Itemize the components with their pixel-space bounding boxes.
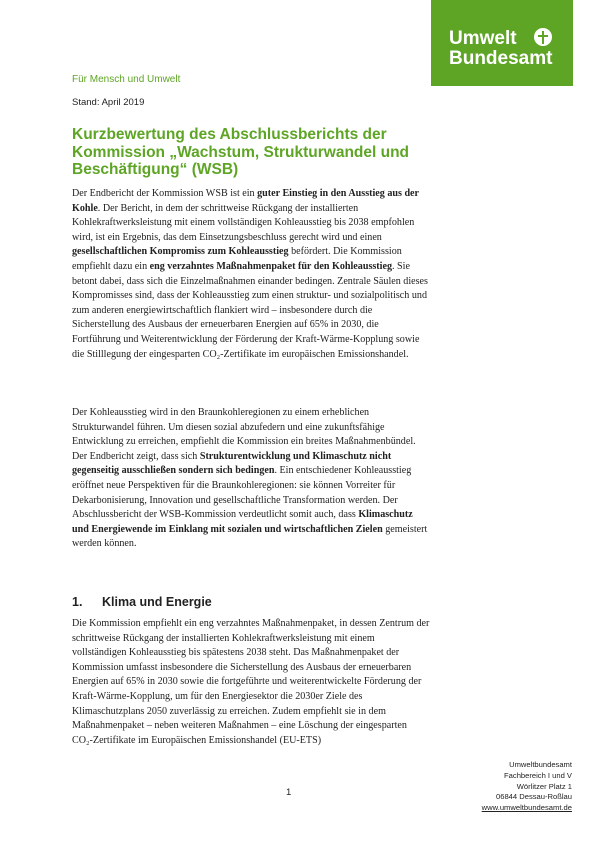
date-stamp: Stand: April 2019 <box>72 97 145 108</box>
bold-run: Klimaschutz und Energiewende im Einklang mit sozialen und wirtschaftlichen Zielen <box>72 509 413 535</box>
text-run: Der Endbericht der Kommission WSB ist ein <box>72 188 258 199</box>
text-run: . Sie betont dabei, dass sich die Einzelmaßnahmen einander bedingen. Zentrale Säulen dieses Kompromisses sind, dass der Kohleausstieg zum einen struktur- und sozialpolitisch und zum anderen energiewirtschaftlich flankiert wird – insbesondere durch die Sicherstellung des Ausbaus der erneuerbaren Energien auf 65% in 2030, die Fortführung und Weiterentwicklung der Förderung der Kraft-Wärme-Kopplung sowie die Stilllegung der eingesparten CO₂-Zertifikate im europäischen Emissionshandel. <box>72 260 428 360</box>
text-run: . Ein entschiedener Kohleausstieg eröffnet neue Perspektiven für die Braunkohleregionen: sie können Vorreiter für Dekarbonisierung, Innovation und gesellschaftliche Transformation werden. Der Abschlussbericht der WSB-Kommission verdeutlicht somit auch, dass <box>72 465 412 521</box>
page-number: 1 <box>286 787 292 798</box>
footer-city: 06844 Dessau-Roßlau <box>496 792 572 802</box>
text-run: . Der Bericht, in dem der schrittweise Rückgang der installierten Kohlekraftwerksleistung mit einem vollständigen Kohleausstieg bis 2038 empfohlen wird, ist ein Ergebnis, das dem Einsetzungsbeschluss gerecht wird und einen <box>72 202 415 243</box>
umweltbundesamt-logo <box>431 0 573 86</box>
section-number: 1. <box>72 595 83 609</box>
text-run: Der Kohleausstieg wird in den Braunkohleregionen zu einem erheblichen Strukturwandel führen. Um diesen sozial abzufedern und eine zukunftsfähige Entwicklung zu erreichen, empfiehlt die Kommission ein breites Maßnahmenbündel. Der Endbericht zeigt, dass sich <box>72 407 416 462</box>
tagline: Für Mensch und Umwelt <box>72 74 181 85</box>
footer-address <box>482 760 572 814</box>
footer-website-link[interactable]: www.umweltbundesamt.de <box>481 803 572 813</box>
logo-line-1: Umwelt <box>449 28 517 49</box>
section-title: Klima und Energie <box>102 595 212 609</box>
bold-run: eng verzahntes Maßnahmenpaket für den Kohleausstieg <box>149 260 392 272</box>
umwelt-tree-mark-icon <box>534 28 552 46</box>
section-1-paragraph: Die Kommission empfiehlt ein eng verzahntes Maßnahmenpaket, in dessen Zentrum der schrittweise Rückgang der installierten Kohlekraftwerksleistung mit einem vollständigen Kohleausstieg bis spätestens 2038 steht. Das Maßnahmenpaket der Kommission umfasst insbesondere die Sicherstellung des Ausbaus der erneuerbaren Energien auf 65% in 2030 sowie die fortgeführte und weiterentwickelte Förderung der Kraft-Wärme-Kopplung, um für den Energiesektor die 2030er Ziele des Klimaschutzplans 2050 zuverlässig zu erreichen. Zudem empfiehlt sie in dem Maßnahmenpaket – neben weiteren Maßnahmen – eine Löschung der eingesparten CO₂-Zertifikate im Europäischen Emissionshandel (EU-ETS) <box>72 618 430 746</box>
text-run: befördert. Die Kommission empfiehlt dazu ein <box>72 246 402 272</box>
footer-street: Wörlitzer Platz 1 <box>516 781 572 791</box>
logo-line-2: Bundesamt <box>449 48 553 69</box>
bold-run: guter Einstieg in den Ausstieg aus der Kohle <box>72 188 419 214</box>
footer-dept: Fachbereich I und V <box>504 770 572 780</box>
text-run: gemeistert werden können. <box>72 523 428 550</box>
footer-org: Umweltbundesamt <box>509 760 572 769</box>
document-title: Kurzbewertung des Abschlussberichts der Kommission „Wachstum, Strukturwandel und Beschäftigung“ (WSB) <box>72 126 410 178</box>
bold-run: Strukturentwicklung und Klimaschutz nicht gegenseitig ausschließen sondern sich bedingen <box>72 450 392 477</box>
bold-run: gesellschaftlichen Kompromiss zum Kohleausstieg <box>72 246 289 258</box>
intro-paragraph-2 <box>72 406 430 552</box>
section-heading-klima-energie <box>72 595 212 609</box>
intro-paragraph-1 <box>72 187 430 362</box>
